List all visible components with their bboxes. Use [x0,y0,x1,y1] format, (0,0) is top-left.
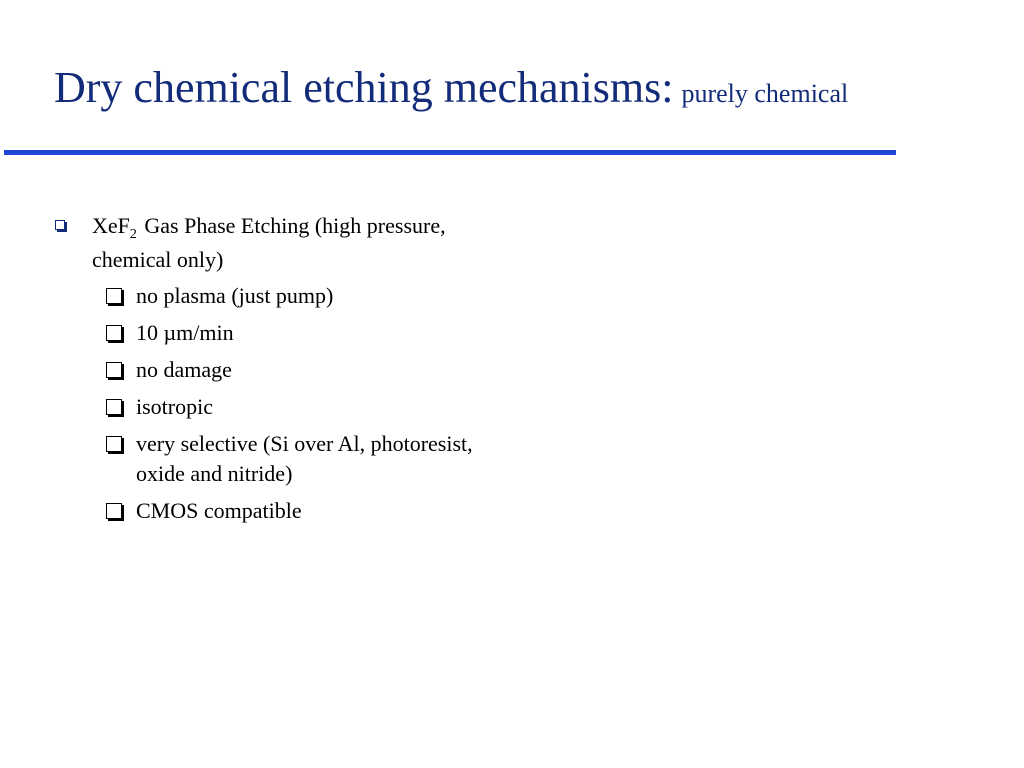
sub-bullet-text: CMOS compatible [136,498,302,523]
sub-bullet-item [54,429,494,489]
sub-bullet-list [54,281,494,526]
checkbox-bullet-icon [106,436,122,452]
bullet-xef-subscript: 2 [129,227,137,242]
bullet-xef-prefix: XeF [92,213,130,238]
sub-bullet-item [54,281,494,311]
title-subtitle: purely chemical [681,79,849,108]
bullet-xef-text: Gas Phase Etching (high pressure, chemical only) [92,213,446,272]
title-main: Dry chemical etching mechanisms: [54,63,674,112]
square-bullet-icon [55,220,65,230]
checkbox-bullet-icon [106,399,122,415]
sub-bullet-text: no plasma (just pump) [136,283,334,308]
checkbox-bullet-icon [106,325,122,341]
checkbox-bullet-icon [106,503,122,519]
bullet-list [54,211,494,533]
title-divider [4,150,896,155]
sub-bullet-text: very selective (Si over Al, photoresist, oxide and nitride) [136,431,473,486]
sub-bullet-text: 10 µm/min [136,320,234,345]
sub-bullet-text: no damage [136,357,232,382]
bullet-item-xef2 [54,211,494,275]
sub-bullet-item [54,355,494,385]
sub-bullet-item [54,392,494,422]
sub-bullet-text: isotropic [136,394,213,419]
checkbox-bullet-icon [106,288,122,304]
sub-bullet-item [54,318,494,348]
checkbox-bullet-icon [106,362,122,378]
slide-title [54,63,849,112]
sub-bullet-item [54,496,494,526]
